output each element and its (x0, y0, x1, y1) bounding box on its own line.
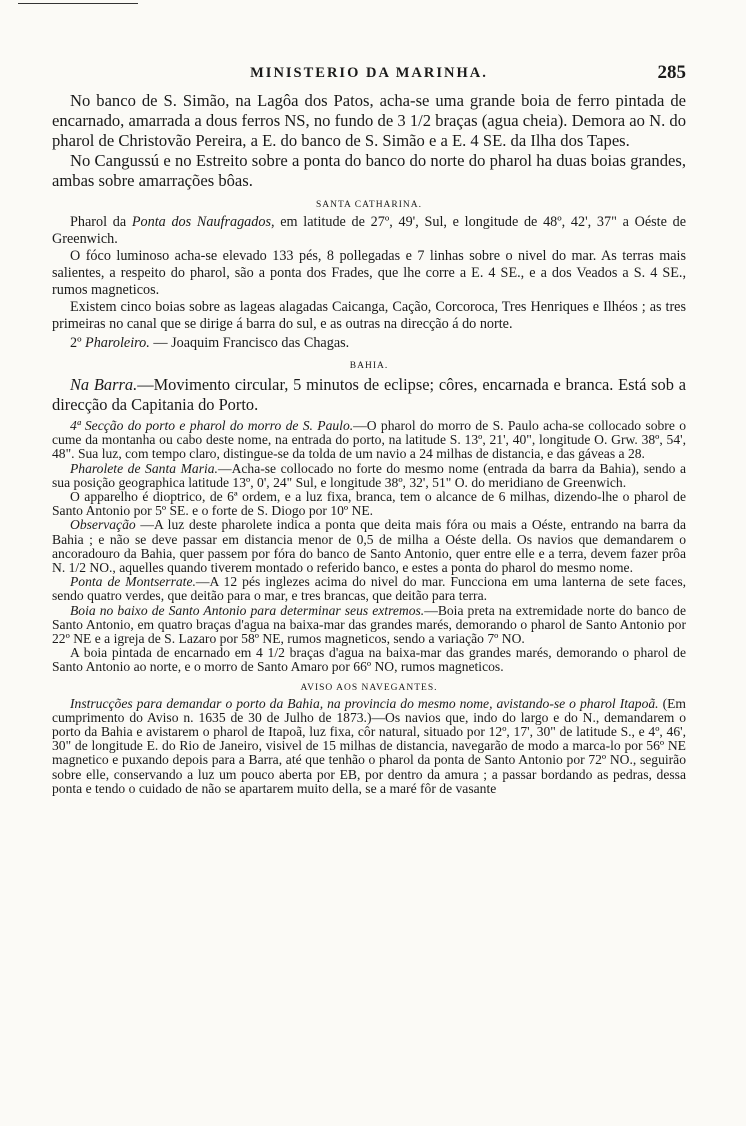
page-header (52, 62, 686, 86)
section-heading-aviso: AVISO AOS NAVEGANTES. (300, 682, 438, 693)
bahia-paragraph-2: Pharolete de Santa Maria.—Acha-se collocado no forte do mesmo nome (entrada da barra da Bahia), sendo a sua posição geographica latitude 13º, 0', 24" Sul, e longitude 38º, 32', 51" O. do meridiano de Greenwich. (52, 460, 686, 490)
bahia-paragraph-1: 4ª Secção do porto e pharol do morro de S. Paulo.—O pharol do morro de S. Paulo acha-se collocado sobre o cume da montanha ou cabo deste nome, na entrada do porto, na latitude S. 13º, 21', 40", longitude O. Grw. 38º, 54', 48". Sua luz, com tempo claro, distingue-se da tolda de um navio a 24 milhas de distancia, e das gáveas a 28. (52, 418, 686, 462)
intro-paragraph-1: No banco de S. Simão, na Lagôa dos Patos, acha-se uma grande boia de ferro pintada de encarnado, amarrada a dous ferros NS, no fundo de 3 1/2 braças (agua cheia). Demora ao N. do pharol de Christovão Pereira, a E. do banco de S. Simão e a E. 4 SE. da Ilha dos Tapes. (52, 91, 686, 150)
bahia-paragraph-5: Ponta de Montserrate.—A 12 pés inglezes acima do nivel do mar. Funcciona em uma lanterna de sete faces, sendo quatro verdes, que deitão para o mar, e tres brancas, que deitão para terra. (52, 574, 687, 604)
document-page (52, 62, 686, 796)
bahia-paragraph-3: O apparelho é dioptrico, de 6ª ordem, e a luz fixa, branca, tem o alcance de 6 milhas, dizendo-lhe o pharol de Santo Antonio por 5º SE. e o forte de S. Diogo por 10º NE. (52, 489, 686, 519)
bahia-paragraph-4: Observação —A luz deste pharolete indica a ponta que deita mais fóra ou mais a Oéste, entrando na barra da Bahia ; e não se deve passar em distancia menor de 0,5 de milha a Oéste della. Os navios que demandarem o ancoradouro da Bahia, quer passem por fóra do banco de Santo Antonio, quer entre elle e a terra, devem fazer prôa N. 1/2 NO., aquelles quando tiverem montado o referido banco, e estes a ponta do pharol do mesmo nome. (52, 517, 686, 576)
running-title: MINISTERIO DA MARINHA. (250, 65, 488, 81)
bahia-barra-paragraph: Na Barra.—Movimento circular, 5 minutos de eclipse; côres, encarnada e branca. Está sob a direcção da Capitania do Porto. (52, 375, 686, 414)
section-heading-bahia: BAHIA. (349, 361, 389, 371)
aviso-paragraph-1: Instrucções para demandar o porto da Bahia, na provincia do mesmo nome, avistando-se o pharol Itapoã. (Em cumprimento do Aviso n. 1635 de 30 de Julho de 1873.)—Os navios que, indo do largo e do N., demandarem o porto da Bahia e avistarem o pharol de Itapoã, luz fixa, côr natural, situado por 12º, 17', 30" de latitude S., e 4º, 46', 30" de longitude E. do Rio de Janeiro, visivel de 15 milhas de distancia, navegarão de modo a marca-lo por 56º NE magnetico e puxando depois para a Barra, até que tenhão o pharol da ponta de Santo Antonio por 72º NO., seguirão sobre elle, conservando a luz um pouco aberta por EB, por dentro da amura ; a passar bordando as pedras, dessa ponta e tendo o cuidado de não se apartarem muito della, se a maré fôr de vasante (52, 695, 686, 796)
santa-catharina-paragraph-2: O fóco luminoso acha-se elevado 133 pés, 8 pollegadas e 7 linhas sobre o nivel do mar. As terras mais salientes, a respeito do pharol, são a ponta dos Frades, que lhe corre a E. 4 SE., e a dos Veados a S. 4 SE., rumos magneticos. (52, 248, 686, 298)
intro-paragraph-2: No Cangussú e no Estreito sobre a ponta do banco do norte do pharol ha duas boias grandes, ambas sobre amarrações bôas. (52, 151, 686, 190)
santa-catharina-paragraph-3: Existem cinco boias sobre as lageas alagadas Caicanga, Cação, Corcoroca, Tres Henriques e Ilhéos ; as tres primeiras no canal que se dirige á barra do sul, e as outras na direcção á do norte. (52, 299, 686, 332)
page-number: 285 (657, 62, 686, 83)
bahia-paragraph-6: Boia no baixo de Santo Antonio para determinar seus extremos.—Boia preta na extremidade norte do banco de Santo Antonio, em quatro braças d'agua na baixa-mar das grandes marés, demorando o pharol de Santo Antonio por 22º NE e a igreja de S. Lazaro por 58º NE, rumos magneticos, sendo a variação 7º NO. (52, 602, 687, 647)
section-heading-santa-catharina: SANTA CATHARINA. (315, 200, 423, 210)
bahia-paragraph-7: A boia pintada de encarnado em 4 1/2 braças d'agua na baixa-mar das grandes marés, demorando o pharol de Santo Antonio ao norte, e o morro de Santo Amaro por 66º NO, rumos magneticos. (52, 645, 686, 675)
santa-catharina-paragraph-4: 2º Pharoleiro. — Joaquim Francisco das Chagas. (70, 335, 350, 351)
top-rule (18, 3, 138, 4)
santa-catharina-paragraph-1: Pharol da Ponta dos Naufragados, em latitude de 27º, 49', Sul, e longitude de 48º, 42', 37" a Oéste de Greenwich. (52, 214, 687, 247)
